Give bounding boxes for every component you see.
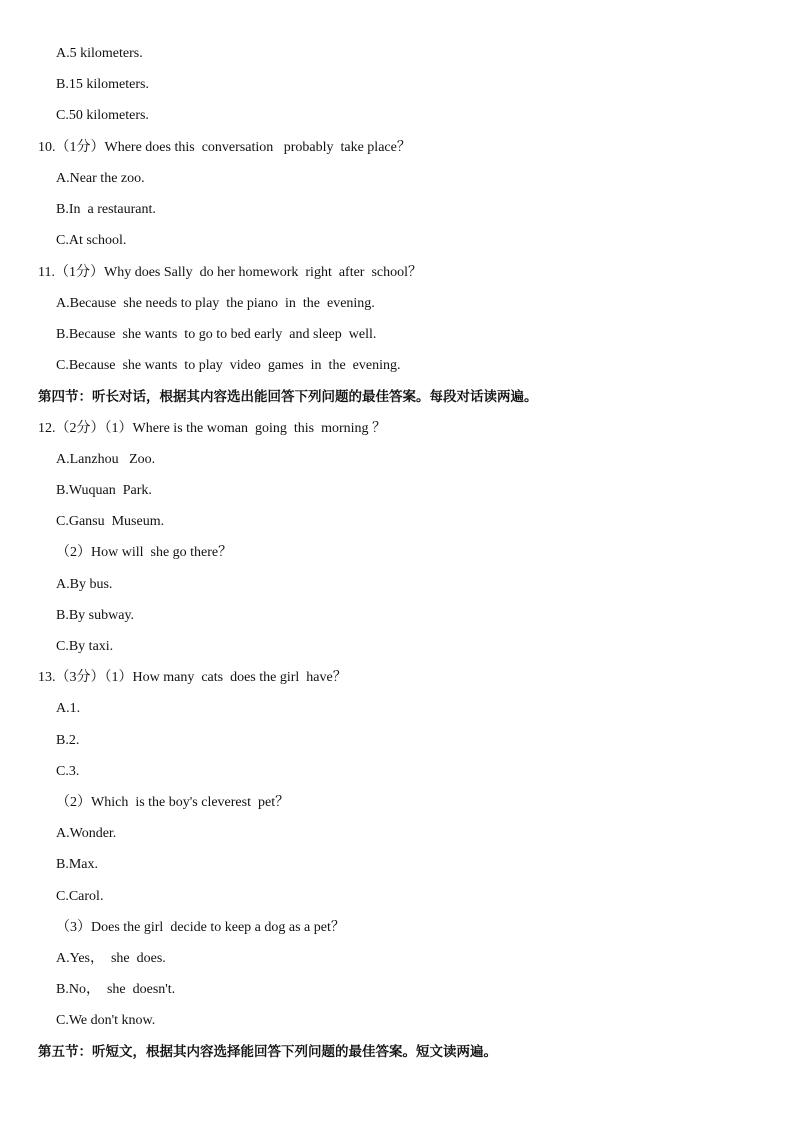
option-line: C.50 kilometers. [56,108,149,123]
subquestion-line: （3）Does the girl decide to keep a dog as a pet？ [56,920,345,935]
option-line: C.By taxi. [56,639,114,654]
option-line: C.At school. [56,233,127,248]
section-heading: 第五节：听短文，根据其内容选择能回答下列问题的最佳答案。短文读两遍。 [38,1044,497,1060]
option-line: C.3. [56,764,80,779]
option-line: A.Wonder. [56,826,117,841]
subquestion-line: （2）Which is the boy's cleverest pet？ [56,795,290,810]
option-line: B.2. [56,733,80,748]
option-line: A.5 kilometers. [56,46,143,61]
option-line: A.Because she needs to play the piano in the evening. [56,296,375,311]
option-line: A.By bus. [56,577,113,592]
option-line: B.In a restaurant. [56,202,156,217]
option-line: C.Carol. [56,889,104,904]
option-line: B.No， she doesn't. [56,982,176,997]
question-line: 12.（2分）（1）Where is the woman going this morning ？ [38,421,387,436]
option-line: B.By subway. [56,608,135,623]
question-line: 13.（3分）（1）How many cats does the girl have？ [38,670,347,685]
option-line: A.1. [56,701,81,716]
option-line: B.15 kilometers. [56,77,149,92]
option-line: A.Near the zoo. [56,171,145,186]
option-line: A.Yes， she does. [56,951,166,966]
option-line: C.We don't know. [56,1013,156,1028]
question-line: 10.（1分）Where does this conversation probably take place？ [38,140,411,155]
option-line: A.Lanzhou Zoo. [56,452,156,467]
question-line: 11.（1分）Why does Sally do her homework right after school？ [38,265,423,280]
section-heading: 第四节：听长对话，根据其内容选出能回答下列问题的最佳答案。每段对话读两遍。 [38,389,538,405]
option-line: C.Gansu Museum. [56,514,165,529]
option-line: B.Because she wants to go to bed early and sleep well. [56,327,377,342]
option-line: B.Max. [56,857,98,872]
option-line: B.Wuquan Park. [56,483,152,498]
option-line: C.Because she wants to play video games in the evening. [56,358,401,373]
subquestion-line: （2）How will she go there？ [56,545,233,560]
